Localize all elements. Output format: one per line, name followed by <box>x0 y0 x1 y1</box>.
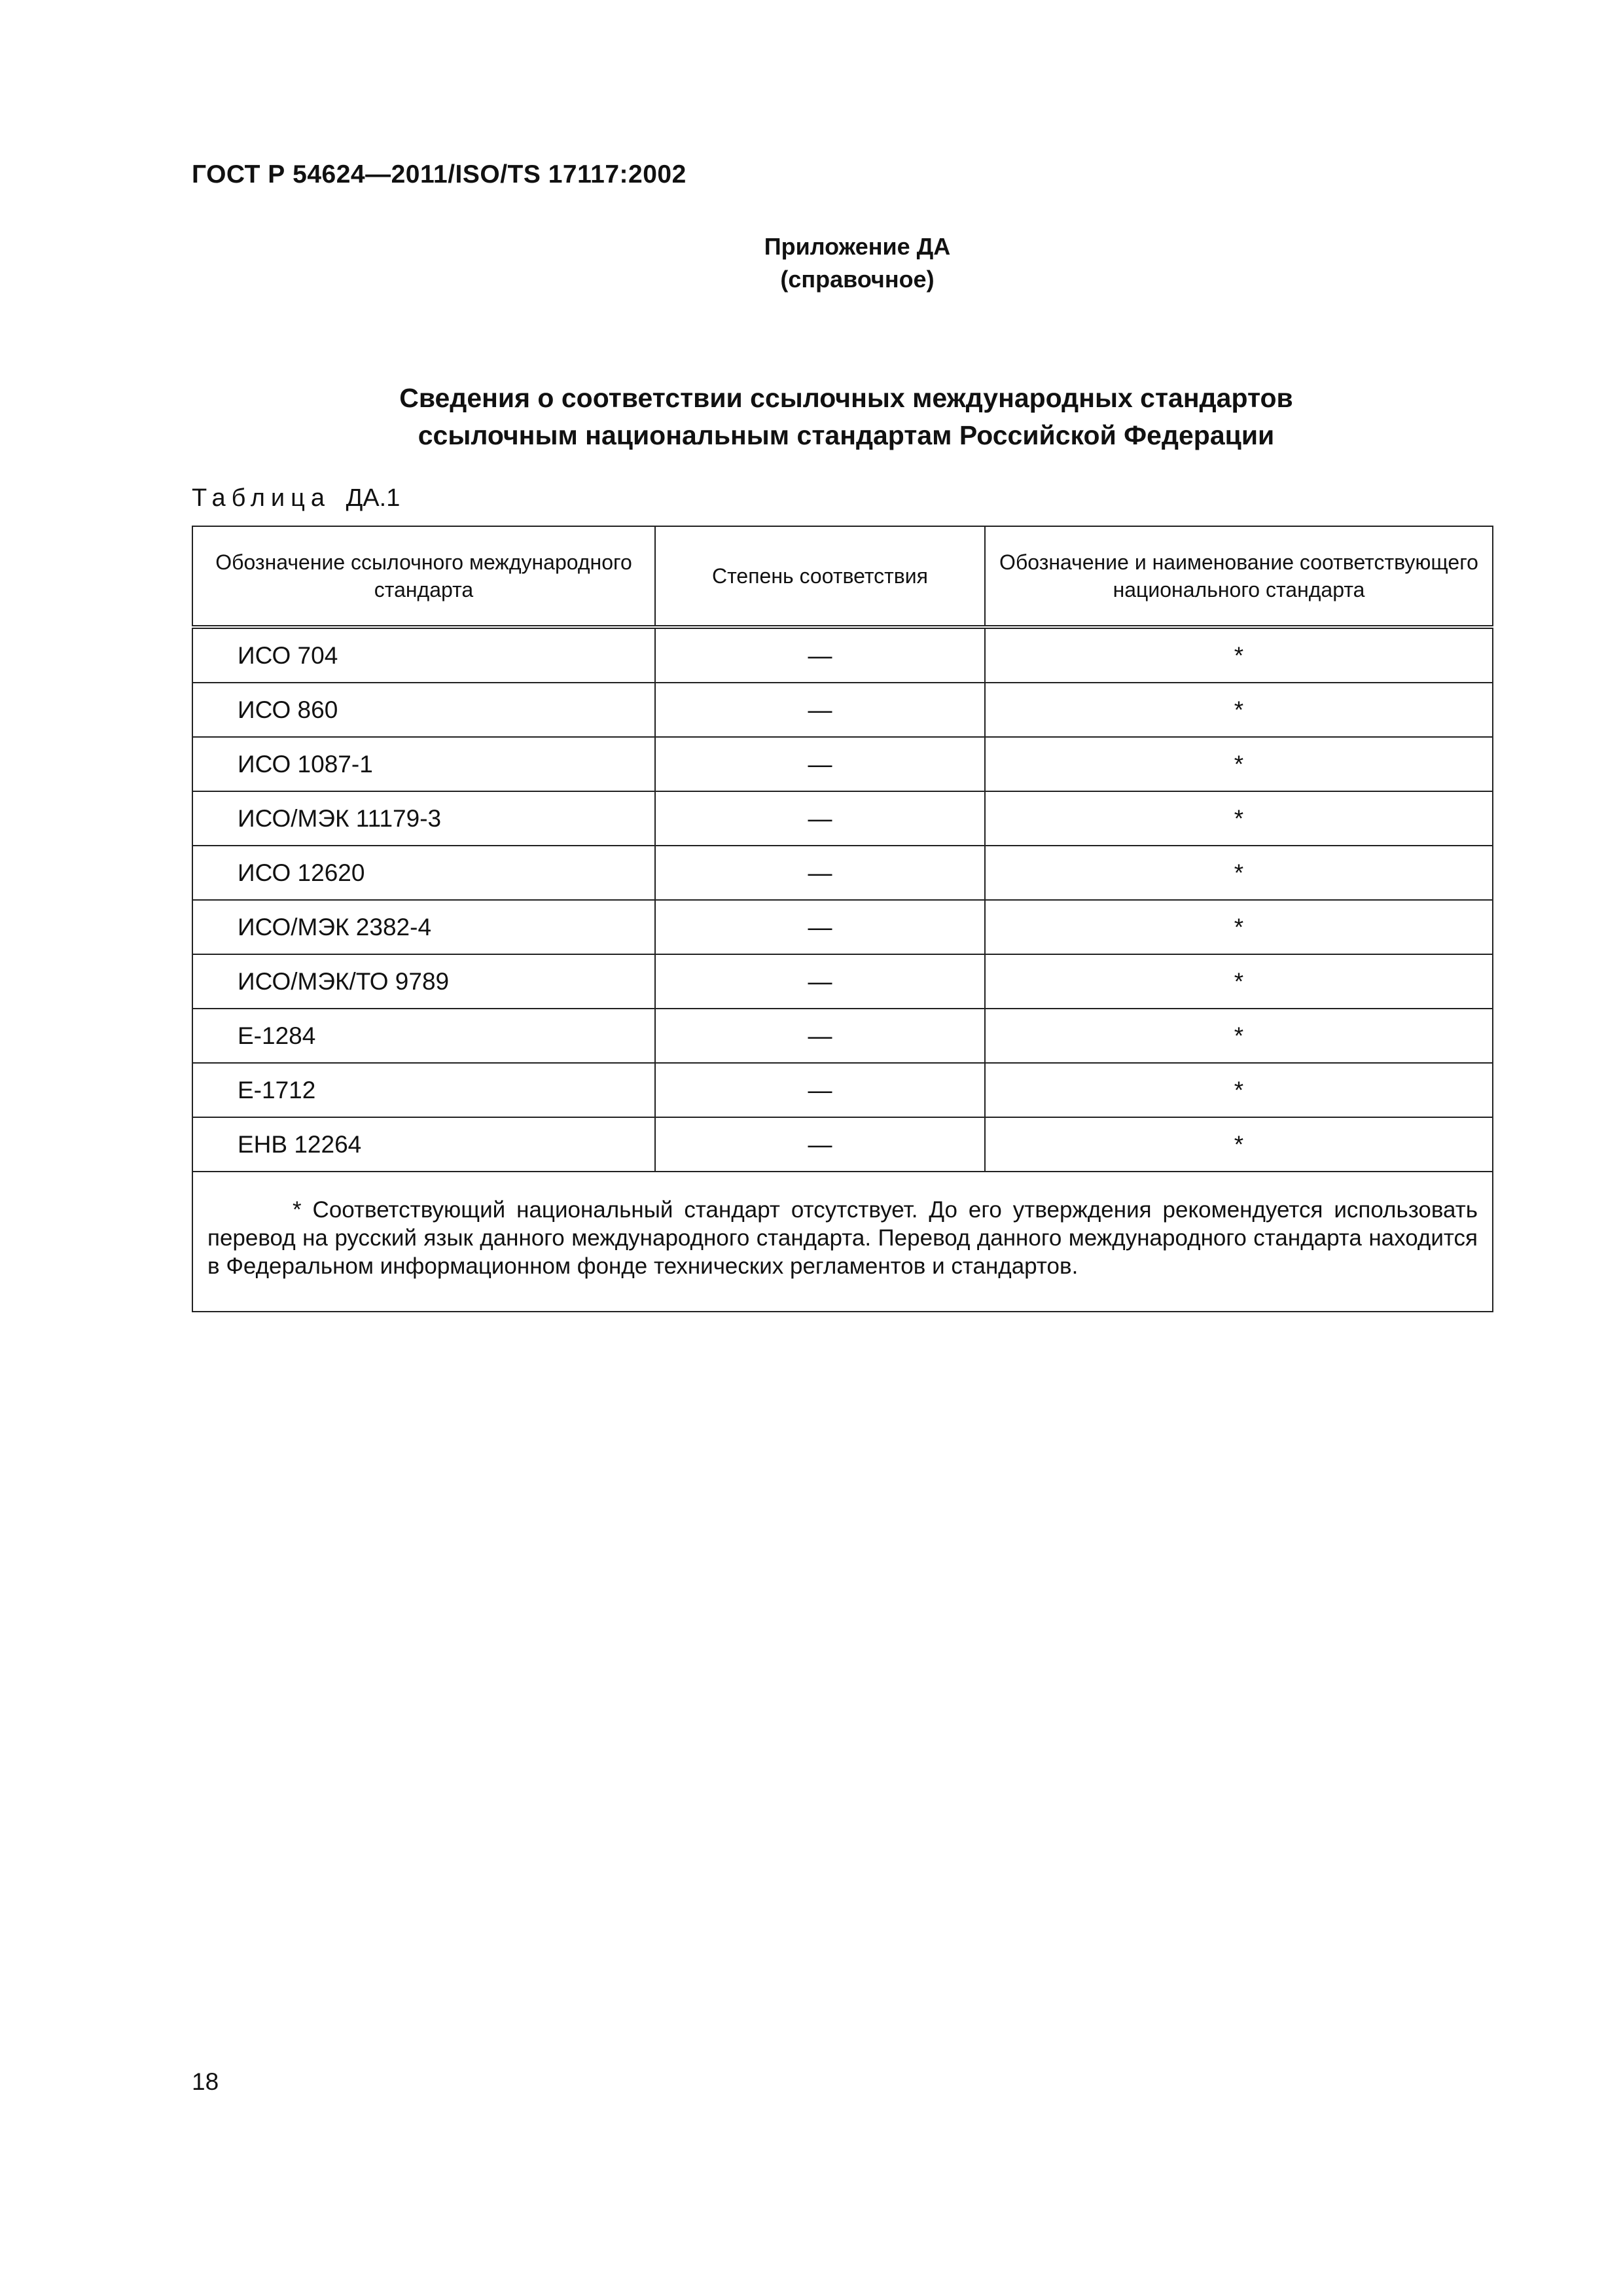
cell-national: * <box>985 737 1493 791</box>
cell-designation: ИСО 704 <box>192 627 655 683</box>
table-row <box>192 846 1493 900</box>
section-title-line2: ссылочным национальным стандартам Российской Федерации <box>418 420 1275 450</box>
table-row <box>192 954 1493 1009</box>
appendix-heading <box>681 230 1034 296</box>
cell-degree: — <box>655 1009 985 1063</box>
cell-national: * <box>985 791 1493 846</box>
cell-national: * <box>985 683 1493 737</box>
cell-designation: ИСО/МЭК/ТО 9789 <box>192 954 655 1009</box>
table-row <box>192 791 1493 846</box>
table-row <box>192 683 1493 737</box>
header-designation: Обозначение ссылочного международного стандарта <box>192 526 655 627</box>
footnote-row <box>192 1172 1493 1312</box>
correspondence-table <box>192 526 1493 1312</box>
table-row <box>192 627 1493 683</box>
cell-designation: ЕНВ 12264 <box>192 1117 655 1172</box>
cell-designation: ИСО 860 <box>192 683 655 737</box>
cell-designation: ИСО 12620 <box>192 846 655 900</box>
cell-designation: ИСО/МЭК 2382-4 <box>192 900 655 954</box>
cell-national: * <box>985 954 1493 1009</box>
cell-national: * <box>985 900 1493 954</box>
appendix-title: Приложение ДА <box>764 233 951 260</box>
cell-national: * <box>985 627 1493 683</box>
table-label <box>192 484 400 512</box>
page-number: 18 <box>192 2068 219 2095</box>
footnote-text: * Соответствующий национальный стандарт отсутствует. До его утверждения рекомендуется использовать перевод на русский язык данного международного стандарта. Перевод данного международного стандарта находится в Федеральном информационном фонде технических регламентов и стандартов. <box>207 1196 1478 1279</box>
table-body <box>192 627 1493 1172</box>
table-row <box>192 1009 1493 1063</box>
cell-degree: — <box>655 954 985 1009</box>
cell-degree: — <box>655 683 985 737</box>
table-footnote <box>192 1172 1493 1312</box>
document-header: ГОСТ Р 54624—2011/ISO/TS 17117:2002 <box>192 160 687 188</box>
cell-designation: ИСО/МЭК 11179-3 <box>192 791 655 846</box>
table-label-word: Таблица <box>192 484 330 512</box>
cell-national: * <box>985 1063 1493 1117</box>
cell-designation: Е-1712 <box>192 1063 655 1117</box>
cell-degree: — <box>655 1117 985 1172</box>
cell-degree: — <box>655 900 985 954</box>
header-degree: Степень соответствия <box>655 526 985 627</box>
cell-degree: — <box>655 627 985 683</box>
table-row <box>192 737 1493 791</box>
cell-designation: Е-1284 <box>192 1009 655 1063</box>
cell-degree: — <box>655 791 985 846</box>
cell-national: * <box>985 1009 1493 1063</box>
table-label-number: ДА.1 <box>346 484 401 512</box>
table-row <box>192 1063 1493 1117</box>
cell-degree: — <box>655 846 985 900</box>
section-title-line1: Сведения о соответствии ссылочных международных стандартов <box>399 383 1293 413</box>
cell-degree: — <box>655 1063 985 1117</box>
section-title <box>192 380 1501 454</box>
table-header-row <box>192 526 1493 627</box>
table-row <box>192 900 1493 954</box>
cell-national: * <box>985 1117 1493 1172</box>
cell-national: * <box>985 846 1493 900</box>
cell-degree: — <box>655 737 985 791</box>
table-row <box>192 1117 1493 1172</box>
cell-designation: ИСО 1087-1 <box>192 737 655 791</box>
header-national: Обозначение и наименование соответствующего национального стандарта <box>985 526 1493 627</box>
appendix-type: (справочное) <box>780 266 935 293</box>
